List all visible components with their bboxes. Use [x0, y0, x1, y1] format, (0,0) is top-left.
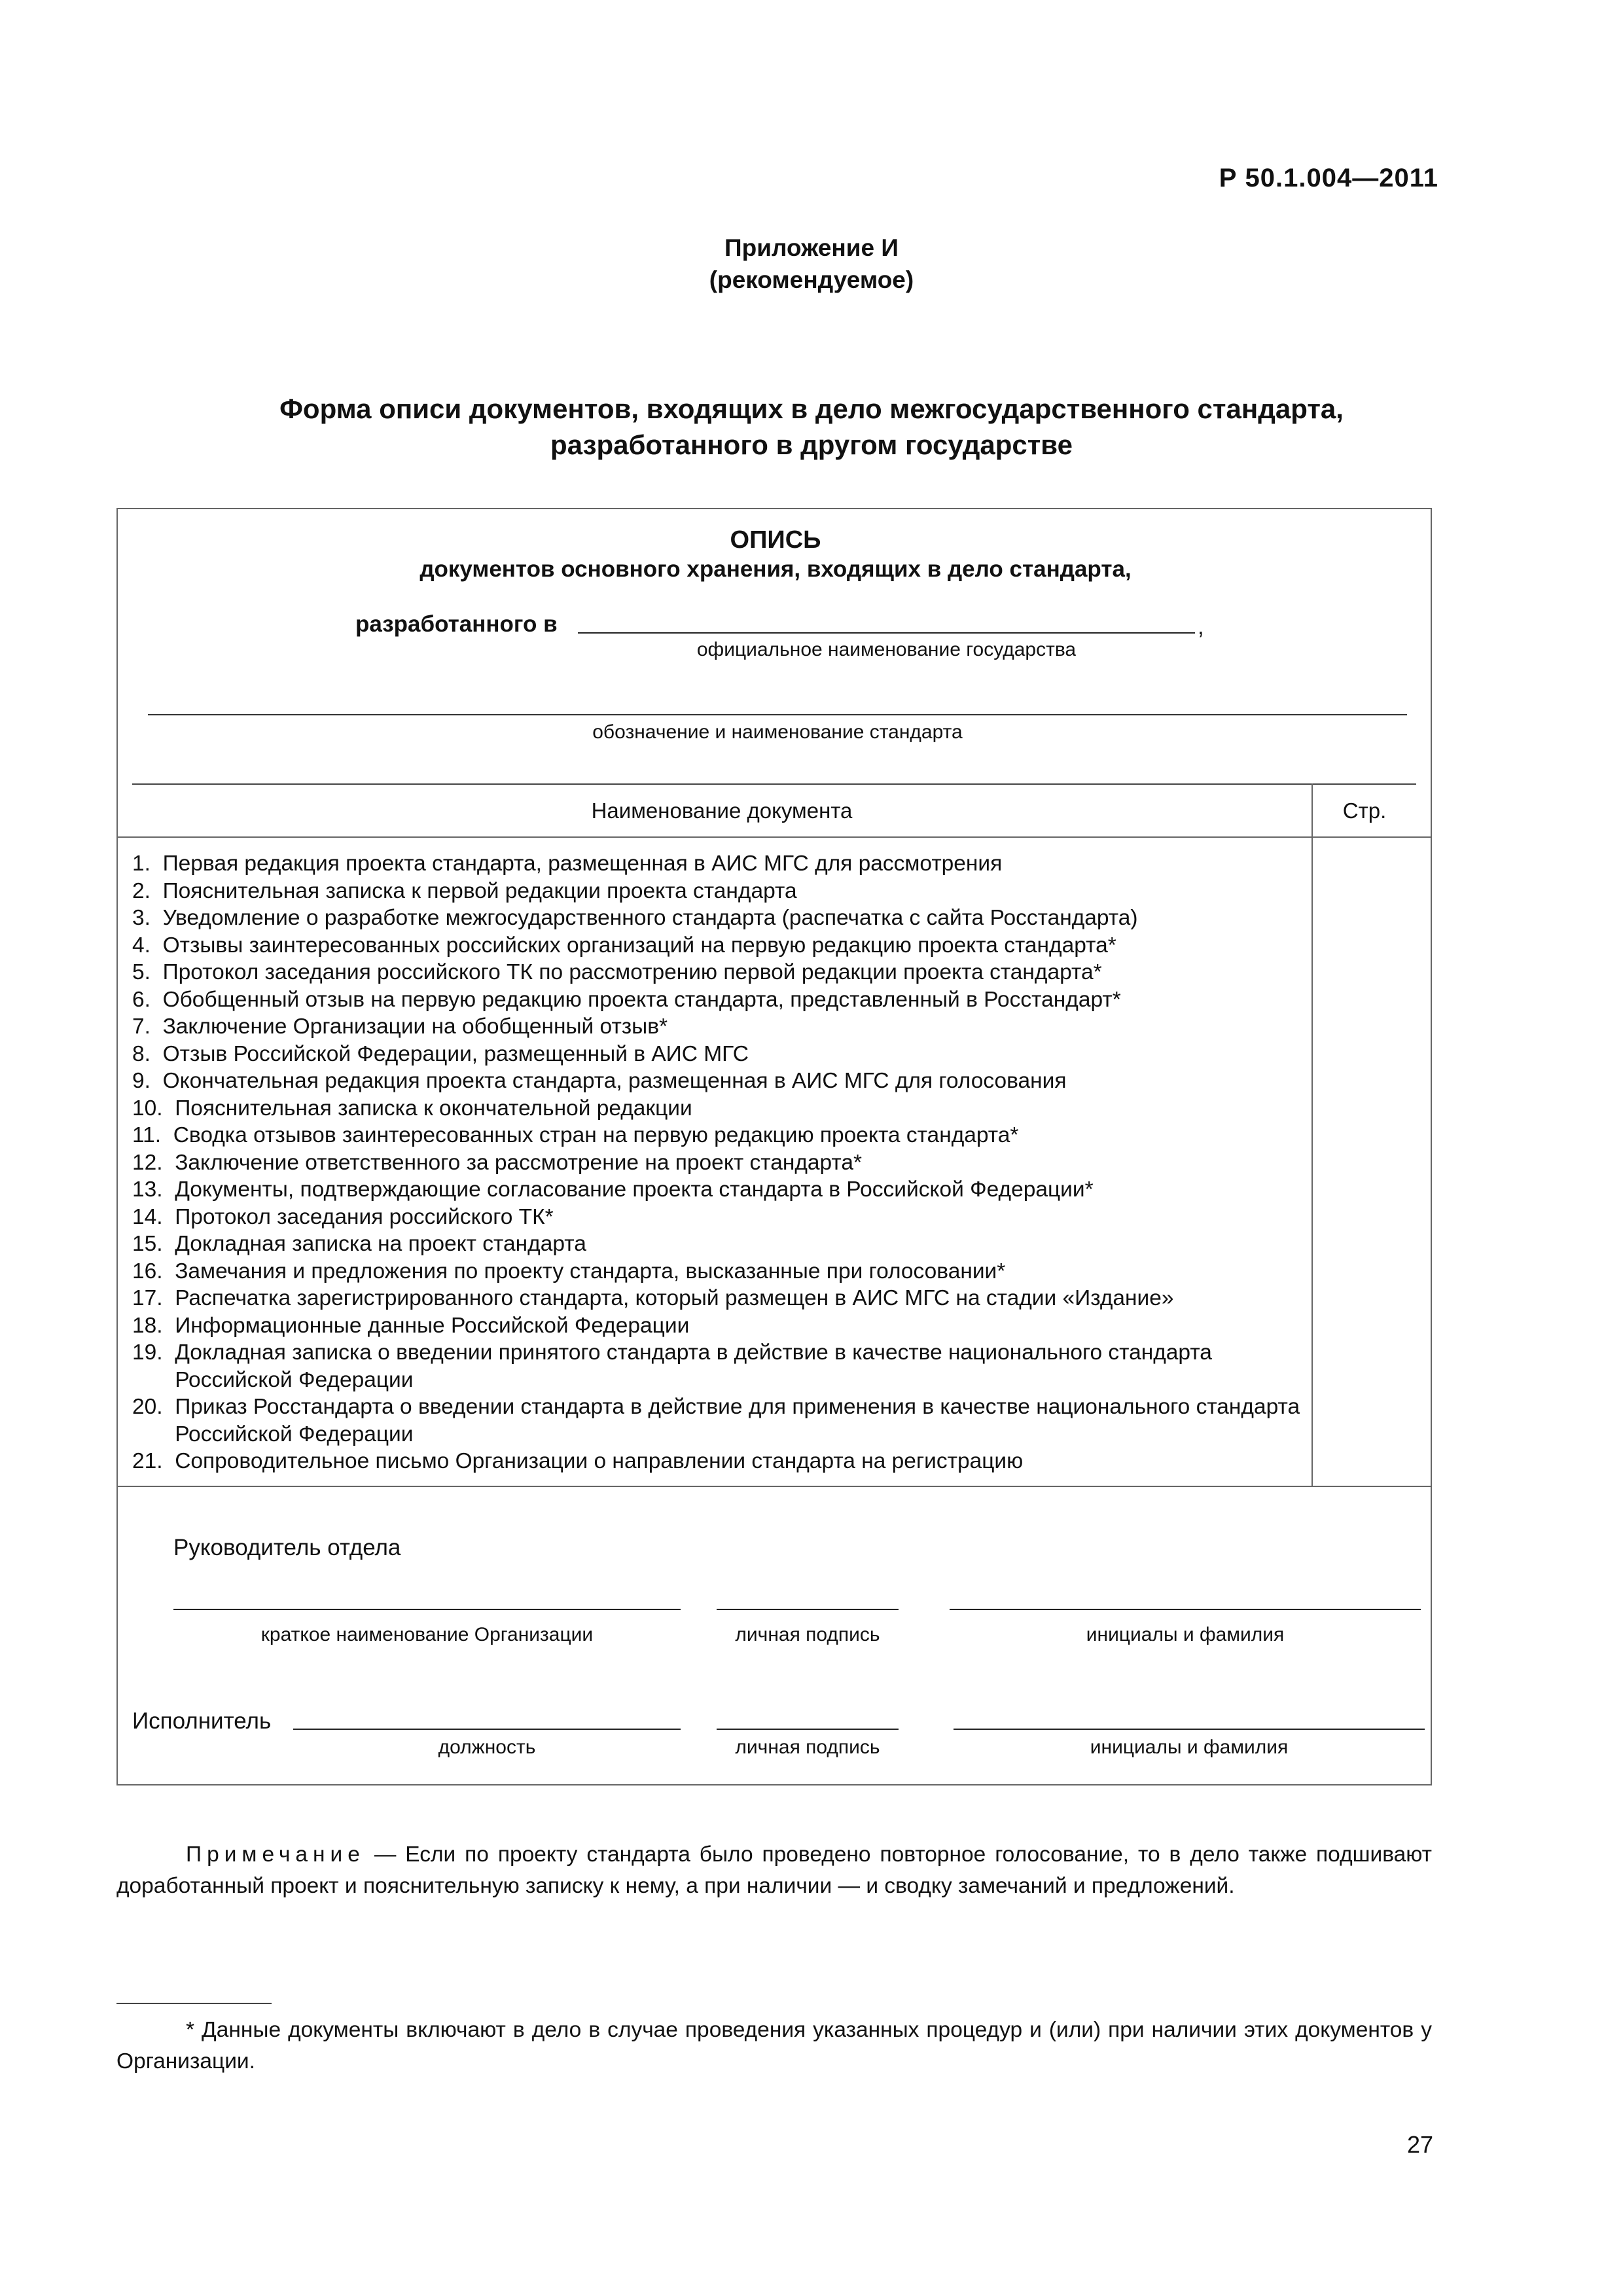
list-item — [132, 959, 1304, 986]
note-label: Примечание — [186, 1842, 365, 1867]
table-top-border — [132, 783, 1416, 785]
table-header-divider — [118, 836, 1432, 838]
list-item-text: Информационные данные Российской Федерации — [175, 1313, 690, 1338]
appendix-status: (рекомендуемое) — [709, 266, 914, 293]
standard-field-line — [148, 714, 1407, 715]
list-item-number: 16. — [132, 1259, 175, 1283]
head-signature-field-line — [717, 1609, 899, 1610]
list-item-number: 1. — [132, 852, 163, 876]
list-item-number: 20. — [132, 1395, 175, 1419]
list-item-number: 4. — [132, 933, 163, 958]
appendix-title: Приложение И — [724, 234, 899, 261]
position-caption: должность — [438, 1736, 536, 1758]
list-item — [132, 1258, 1304, 1285]
list-item — [132, 878, 1304, 905]
executor-signature-caption: личная подпись — [735, 1736, 880, 1758]
executor-signature-field-line — [717, 1729, 899, 1730]
document-code: Р 50.1.004—2011 — [1219, 164, 1438, 192]
list-item-text: Сопроводительное письмо Организации о направлении стандарта на регистрацию — [175, 1449, 1024, 1473]
list-item — [132, 1448, 1304, 1475]
form-title-line-1: Форма описи документов, входящих в дело межгосударственного стандарта, — [279, 393, 1344, 424]
standard-caption: обозначение и наименование стандарта — [592, 721, 963, 743]
list-item — [132, 1067, 1304, 1095]
list-item — [132, 1312, 1304, 1340]
list-item-number: 18. — [132, 1313, 175, 1338]
table-bottom-border — [118, 1486, 1432, 1487]
list-item-number: 6. — [132, 987, 163, 1012]
list-item-number: 7. — [132, 1014, 163, 1039]
list-item-number: 14. — [132, 1204, 175, 1229]
head-name-caption: инициалы и фамилия — [1086, 1624, 1285, 1645]
list-item — [132, 1122, 1304, 1149]
state-name-field-line — [578, 632, 1195, 634]
document-list — [132, 850, 1304, 1475]
footnote: * Данные документы включают в дело в случае проведения указанных процедур и (или) при наличии этих документов у Организации. — [116, 2018, 1432, 2073]
note-paragraph — [116, 1839, 1432, 1902]
executor-name-field-line — [954, 1729, 1425, 1730]
executor-label: Исполнитель — [132, 1708, 272, 1734]
list-item — [132, 1285, 1304, 1312]
inventory-subtitle: документов основного хранения, входящих в дело стандарта, — [419, 556, 1132, 582]
list-item-text: Сводка отзывов заинтересованных стран на первую редакцию проекта стандарта* — [173, 1123, 1019, 1147]
organization-caption: краткое наименование Организации — [260, 1624, 594, 1645]
list-item-number: 8. — [132, 1041, 163, 1066]
executor-name-caption: инициалы и фамилия — [1090, 1736, 1289, 1758]
list-item — [132, 1095, 1304, 1122]
list-item-text: Распечатка зарегистрированного стандарта, который размещен в АИС МГС на стадии «Издание» — [175, 1286, 1174, 1310]
list-item-number: 21. — [132, 1449, 175, 1473]
list-item — [132, 1230, 1304, 1258]
list-item-text: Протокол заседания российского ТК по рассмотрению первой редакции проекта стандарта* — [162, 960, 1102, 984]
list-item-text: Заключение ответственного за рассмотрение на проект стандарта* — [175, 1150, 863, 1175]
list-item-number: 5. — [132, 960, 163, 984]
inventory-title: ОПИСЬ — [730, 526, 821, 554]
developed-in-label: разработанного в — [355, 611, 558, 637]
inventory-form — [116, 508, 1432, 1785]
list-item — [132, 1149, 1304, 1177]
list-item-text: Приказ Росстандарта о введении стандарта в действие для применения в качестве национального стандарта Российской Федерации — [175, 1395, 1300, 1446]
list-item — [132, 1204, 1304, 1231]
list-item-text: Обобщенный отзыв на первую редакцию проекта стандарта, представленный в Росстандарт* — [162, 987, 1121, 1012]
list-item — [132, 1176, 1304, 1204]
table-column-divider — [1311, 783, 1313, 1486]
list-item-text: Докладная записка на проект стандарта — [175, 1232, 586, 1256]
list-item — [132, 932, 1304, 960]
list-item — [132, 1041, 1304, 1068]
head-name-field-line — [950, 1609, 1421, 1610]
list-item-number: 17. — [132, 1286, 175, 1310]
list-item-number: 10. — [132, 1096, 175, 1121]
list-item-text: Заключение Организации на обобщенный отзыв* — [162, 1014, 668, 1039]
column-header-document-name: Наименование документа — [591, 798, 853, 823]
list-item-text: Замечания и предложения по проекту стандарта, высказанные при голосовании* — [175, 1259, 1006, 1283]
position-field-line — [293, 1729, 681, 1730]
head-signature-caption: личная подпись — [735, 1624, 880, 1645]
footnote-separator — [116, 2003, 272, 2004]
list-item-text: Отзывы заинтересованных российских организаций на первую редакцию проекта стандарта* — [162, 933, 1116, 958]
organization-field-line — [173, 1609, 681, 1610]
list-item — [132, 986, 1304, 1014]
list-item-text: Документы, подтверждающие согласование проекта стандарта в Российской Федерации* — [175, 1177, 1094, 1202]
state-name-caption: официальное наименование государства — [696, 639, 1077, 660]
list-item-text: Первая редакция проекта стандарта, размещенная в АИС МГС для рассмотрения — [162, 852, 1003, 876]
page-number: 27 — [1406, 2131, 1433, 2158]
list-item — [132, 905, 1304, 932]
list-item-number: 2. — [132, 878, 163, 903]
list-item-number: 13. — [132, 1177, 175, 1202]
comma: , — [1198, 614, 1204, 639]
list-item-text: Окончательная редакция проекта стандарта, размещенная в АИС МГС для голосования — [162, 1069, 1067, 1093]
list-item — [132, 1393, 1304, 1448]
list-item — [132, 1013, 1304, 1041]
list-item-number: 3. — [132, 906, 163, 930]
list-item-text: Уведомление о разработке межгосударственного стандарта (распечатка с сайта Росстандарта) — [162, 906, 1138, 930]
form-title-line-2: разработанного в другом государстве — [550, 429, 1073, 460]
list-item — [132, 850, 1304, 878]
list-item-number: 19. — [132, 1340, 175, 1365]
list-item-number: 12. — [132, 1150, 175, 1175]
list-item-number: 11. — [132, 1123, 173, 1147]
note-text: — Если по проекту стандарта было проведено повторное голосование, то в дело также подшивают доработанный проект и пояснительную записку к нему, а при наличии — и сводку замечаний и предложений. — [116, 1842, 1432, 1898]
list-item-text: Отзыв Российской Федерации, размещенный в АИС МГС — [162, 1041, 749, 1066]
department-head-label: Руководитель отдела — [173, 1535, 401, 1560]
list-item-number: 15. — [132, 1232, 175, 1256]
list-item-number: 9. — [132, 1069, 163, 1093]
list-item-text: Пояснительная записка к окончательной редакции — [175, 1096, 692, 1121]
list-item-text: Пояснительная записка к первой редакции проекта стандарта — [162, 878, 797, 903]
column-header-page: Стр. — [1342, 798, 1387, 823]
list-item — [132, 1339, 1304, 1393]
list-item-text: Докладная записка о введении принятого стандарта в действие в качестве национального стандарта Российской Федерации — [175, 1340, 1212, 1392]
list-item-text: Протокол заседания российского ТК* — [175, 1204, 554, 1229]
